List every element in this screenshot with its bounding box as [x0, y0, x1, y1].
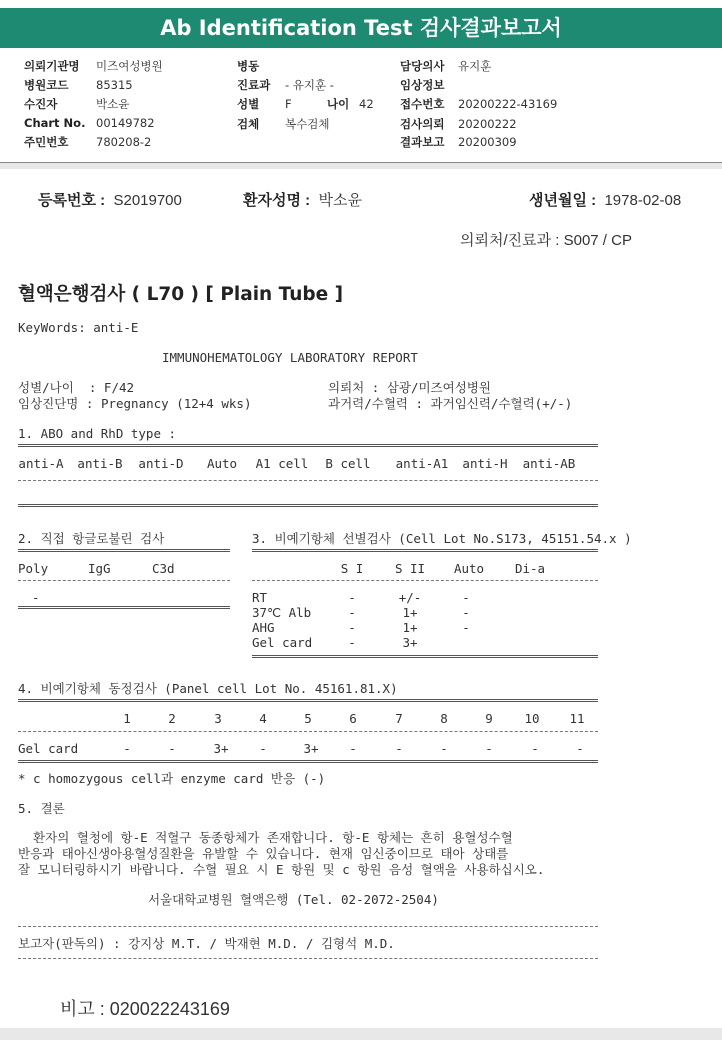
dat-header: C3d	[152, 561, 175, 576]
conclusion-line: 환자의 혈청에 항-E 적혈구 동종항체가 존재합니다. 항-E 항체는 흔히 용혈성수혈	[18, 830, 513, 845]
screen-header: S I	[340, 561, 364, 576]
screen-cell: -	[462, 590, 470, 605]
sex-age-line: 성별/나이 : F/42	[18, 380, 135, 395]
screen-cell: +/-	[398, 590, 422, 605]
dat-value: -	[32, 590, 40, 605]
panel-cell-number: 3	[214, 711, 222, 726]
divider	[18, 444, 598, 447]
lab-report-title: IMMUNOHEMATOLOGY LABORATORY REPORT	[162, 350, 418, 365]
test-title: 혈액은행검사 ( L70 ) [ Plain Tube ]	[18, 284, 344, 305]
abo-header: anti-B	[77, 456, 123, 471]
panel-result: -	[395, 741, 403, 756]
doctor-field: 담당의사 유지훈	[400, 59, 492, 73]
panel-cell-number: 8	[440, 711, 448, 726]
panel-result: -	[259, 741, 267, 756]
screen-cell: -	[348, 590, 356, 605]
requester-line: 의뢰처 : 삼광/미즈여성병원	[328, 380, 491, 395]
divider	[18, 731, 598, 732]
divider	[18, 606, 230, 609]
panel-result: -	[440, 741, 448, 756]
section-gap	[0, 163, 722, 169]
panel-cell-number: 1	[123, 711, 131, 726]
clinical-info-field: 임상정보	[400, 78, 445, 92]
dat-header: IgG	[88, 561, 111, 576]
panel-result: -	[485, 741, 493, 756]
panel-result: -	[123, 741, 131, 756]
abo-header: anti-AB	[522, 456, 576, 471]
abo-header: B cell	[325, 456, 371, 471]
screen-header: S II	[394, 561, 426, 576]
specimen-field: 검체 복수검체	[237, 117, 330, 131]
bottom-band	[0, 1028, 722, 1040]
referral-department: 의뢰처/진료과 : S007 / CP	[460, 232, 632, 249]
divider	[18, 926, 598, 927]
abo-header: anti-A1	[395, 456, 449, 471]
divider	[18, 480, 598, 481]
abo-section-title: 1. ABO and RhD type :	[18, 426, 177, 441]
screen-cell: -	[348, 620, 356, 635]
abo-header: anti-A	[18, 456, 64, 471]
panel-cell-number: 6	[349, 711, 357, 726]
request-date-field: 검사의뢰 20200222	[400, 117, 517, 131]
screen-header: Auto	[453, 561, 485, 576]
dat-header: Poly	[18, 561, 49, 576]
panel-result: -	[349, 741, 357, 756]
abo-header: anti-H	[462, 456, 508, 471]
panel-result: -	[168, 741, 176, 756]
divider	[18, 760, 598, 763]
divider	[18, 699, 598, 702]
divider	[18, 549, 230, 552]
panel-cell-number: 4	[259, 711, 267, 726]
screen-row-label: Gel card	[252, 635, 313, 650]
screen-header: Di-a	[514, 561, 546, 576]
divider	[18, 504, 598, 507]
panel-result: -	[576, 741, 584, 756]
abo-header: anti-D	[138, 456, 184, 471]
screen-cell: -	[462, 605, 470, 620]
resident-no-field: 주민번호 780208-2	[24, 135, 152, 149]
diagnosis-line: 임상진단명 : Pregnancy (12+4 wks)	[18, 396, 252, 411]
panel-row-label: Gel card	[18, 741, 79, 756]
ward-field: 병동	[237, 59, 260, 73]
department-field: 진료과 - 유지훈 -	[237, 78, 334, 92]
institution-field: 의뢰기관명 미즈여성병원	[24, 59, 163, 73]
divider	[252, 549, 598, 552]
panel-note: * c homozygous cell과 enzyme card 반응 (-)	[18, 771, 326, 786]
report-date-field: 결과보고 20200309	[400, 135, 517, 149]
screen-row-label: AHG	[252, 620, 275, 635]
hospital-contact: 서울대학교병원 혈액은행 (Tel. 02-2072-2504)	[148, 892, 439, 907]
abo-header: Auto	[206, 456, 238, 471]
panel-result: 3+	[303, 741, 319, 756]
panel-cell-number: 10	[524, 711, 540, 726]
screen-cell: -	[348, 605, 356, 620]
divider	[18, 958, 598, 959]
patient-field: 수진자 박소윤	[24, 97, 130, 111]
birth-date: 생년월일 : 1978-02-08	[529, 192, 682, 209]
hospital-code-field: 병원코드 85315	[24, 78, 133, 92]
history-line: 과거력/수혈력 : 과거임신력/수혈력(+/-)	[328, 396, 573, 411]
screen-cell: 1+	[402, 605, 418, 620]
panel-cell-number: 9	[485, 711, 493, 726]
divider	[252, 580, 598, 581]
divider	[252, 655, 598, 658]
conclusion-line: 반응과 태아신생아용혈성질환을 유발할 수 있습니다. 현재 임신중이므로 태아 상태를	[18, 846, 509, 861]
registration-number: 등록번호 : S2019700	[38, 192, 182, 209]
screen-row-label: 37℃ Alb	[252, 605, 312, 620]
panel-cell-number: 7	[395, 711, 403, 726]
screen-cell: 1+	[402, 620, 418, 635]
panel-section-title: 4. 비예기항체 동정검사 (Panel cell Lot No. 45161.81.X)	[18, 681, 398, 696]
panel-result: 3+	[213, 741, 229, 756]
divider	[18, 580, 230, 581]
memo-note: 비고 : 020022243169	[60, 999, 230, 1019]
conclusion-line: 잘 모니터링하시기 바랍니다. 수혈 필요 시 E 항원 및 c 항원 음성 혈액을 사용하십시오.	[18, 862, 545, 877]
conclusion-title: 5. 결론	[18, 801, 65, 816]
keywords: KeyWords: anti-E	[18, 320, 139, 335]
screen-row-label: RT	[252, 590, 268, 605]
reporters: 보고자(판독의) : 강지상 M.T. / 박재현 M.D. / 김형석 M.D.	[18, 936, 395, 951]
screen-cell: -	[462, 620, 470, 635]
patient-name: 환자성명 : 박소윤	[243, 192, 362, 209]
sex-field: 성별 F 나이 42	[237, 97, 374, 111]
receipt-no-field: 접수번호 20200222-43169	[400, 97, 558, 111]
panel-cell-number: 5	[304, 711, 312, 726]
panel-result: -	[531, 741, 539, 756]
screen-section-title: 3. 비예기항체 선별검사 (Cell Lot No.S173, 45151.54.x )	[252, 531, 632, 546]
screen-cell: -	[348, 635, 356, 650]
dat-section-title: 2. 직접 항글로불린 검사	[18, 531, 165, 546]
report-title: Ab Identification Test 검사결과보고서	[0, 8, 722, 48]
abo-header: A1 cell	[255, 456, 309, 471]
chart-no-field: Chart No. 00149782	[24, 116, 155, 130]
screen-cell: 3+	[402, 635, 418, 650]
panel-cell-number: 11	[569, 711, 585, 726]
panel-cell-number: 2	[168, 711, 176, 726]
